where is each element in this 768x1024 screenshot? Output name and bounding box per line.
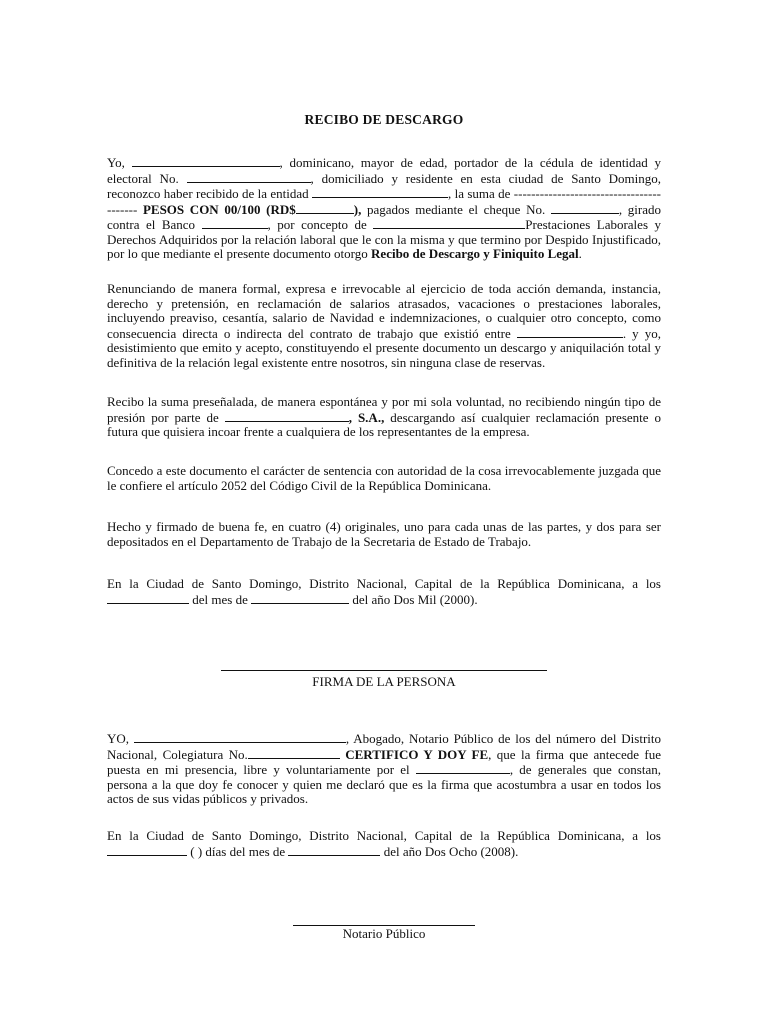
blank-entity[interactable] [312,186,448,198]
paragraph-waiver: Renunciando de manera formal, expresa e irrevocable al ejercicio de toda acción demanda, instancia, derecho y pretensión, en reclamación de salarios atrasados, vacaciones o prestaciones laborales, incluyendo preaviso, cesantía, salario de Navidad e indemnizaciones, o cualquier otro concepto, como consecuencia directa o indirecta del contrato de trabajo que existió entre . y yo, desistimiento que emito y acepto, constituyendo el presente documento un descargo y aniquilación total y definitiva de la relación legal existente entre nosotros, sin ninguna clase de reservas. [107,281,661,370]
paragraph-voluntary: Recibo la suma preseñalada, de manera espontánea y por mi sola voluntad, no recibiendo ningún tipo de presión por parte de , S.A., descargando así cualquier reclamación presente o futura que quisiera incoar frente a cualquiera de los representantes de la empresa. [107,394,661,439]
paragraph-judgment: Concedo a este documento el carácter de sentencia con autoridad de la cosa irrevocablemente juzgada que le confiere el artículo 2052 del Código Civil de la República Dominicana. [107,463,661,493]
blank-signer-name[interactable] [416,762,510,774]
signature-line[interactable] [221,670,547,671]
blank-concept[interactable] [373,217,525,229]
notary-label: Notario Público [342,926,426,941]
blank-day[interactable] [107,592,189,604]
paragraph-notary-date: En la Ciudad de Santo Domingo, Distrito Nacional, Capital de la República Dominicana, a los ( ) días del mes de del año Dos Ocho (2008). [107,828,661,859]
blank-company[interactable] [225,410,349,422]
blank-collegiate-number[interactable] [248,747,340,759]
paragraph-receipt: Yo, , dominicano, mayor de edad, portador de la cédula de identidad y electoral No. , domiciliado y residente en esta ciudad de Santo Domingo, reconozco haber recibido de la entidad , la suma de ----------------------------------------- PESOS CON 00/100 (RD$ ), pagados mediante el cheque No. , girado contra el Banco , por concepto de Prestaciones Laborales y Derechos Adquiridos por la relación laboral que le con la misma y que termino por Despido Injustificado, por lo que mediante el presente documento otorgo Recibo de Descargo y Finiquito Legal. [107,155,661,261]
document-title: RECIBO DE DESCARGO [304,112,464,127]
blank-amount[interactable] [296,202,354,214]
blank-month[interactable] [251,592,349,604]
signature-label: FIRMA DE LA PERSONA [312,674,456,689]
blank-notary-month[interactable] [288,844,380,856]
blank-check-number[interactable] [551,202,619,214]
blank-notary-day[interactable] [107,844,187,856]
paragraph-originals: Hecho y firmado de buena fe, en cuatro (4) originales, uno para cada unas de las partes, y dos para ser depositados en el Departamento de Trabajo de la Secretaria de Estado de Trabajo. [107,519,661,549]
blank-name[interactable] [132,155,280,167]
paragraph-notary-certification: YO, , Abogado, Notario Público de los del número del Distrito Nacional, Colegiatura No. CERTIFICO Y DOY FE, que la firma que antecede fue puesta en mi presencia, libre y voluntariamente por el , de generales que constan, persona a la que doy fe conocer y quien me declaró que es la firma que acostumbra a usar en todos los actos de sus vidas públicos y privados. [107,731,661,806]
paragraph-date: En la Ciudad de Santo Domingo, Distrito Nacional, Capital de la República Dominicana, a los del mes de del año Dos Mil (2000). [107,576,661,607]
blank-bank[interactable] [202,217,268,229]
blank-id-number[interactable] [187,171,311,183]
blank-notary-name[interactable] [134,731,346,743]
blank-employer[interactable] [517,326,623,338]
